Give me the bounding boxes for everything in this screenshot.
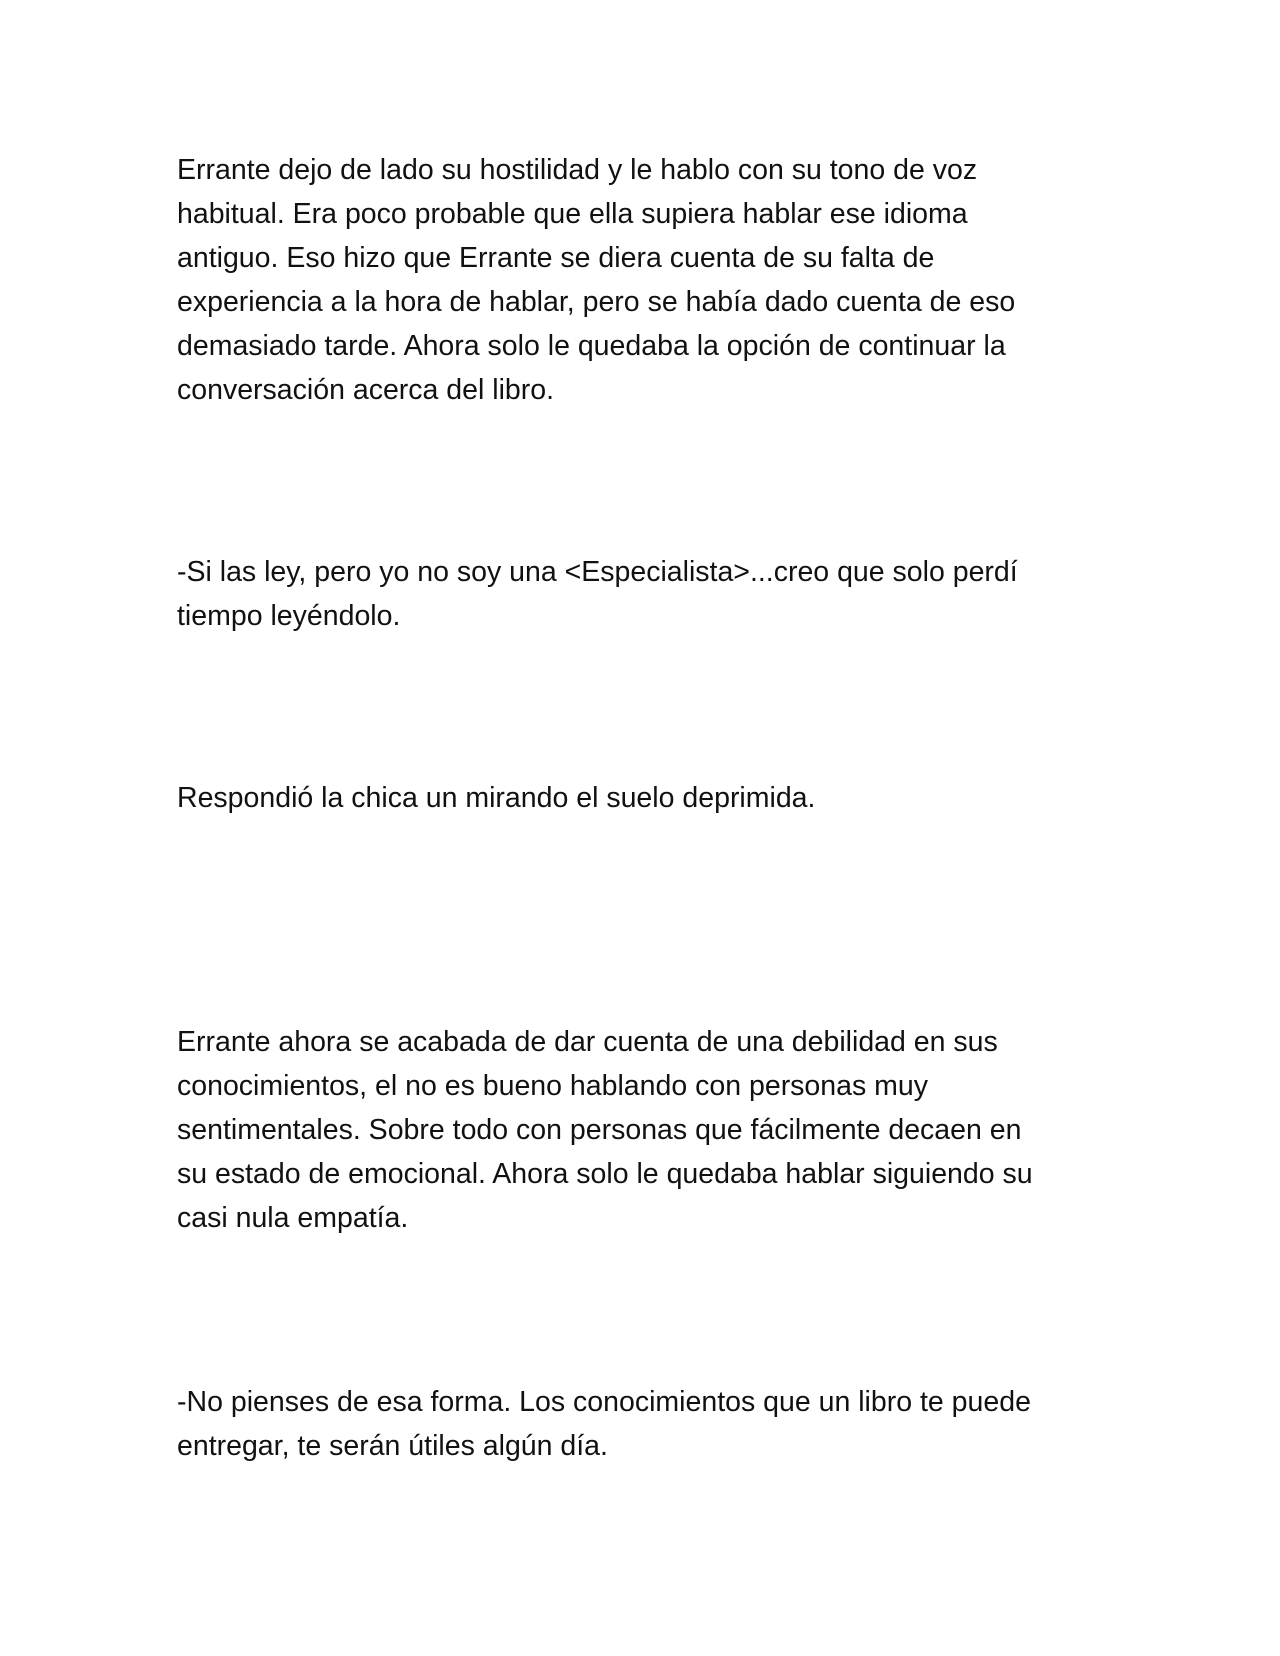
paragraph-narration-2: Respondió la chica un mirando el suelo deprimida.: [177, 782, 816, 814]
paragraph-dialogue-1: -Si las ley, pero yo no soy una <Especialista>...creo que solo perdí tiempo leyéndolo.: [177, 556, 1018, 632]
paragraph-narration-3: Errante ahora se acabada de dar cuenta de una debilidad en sus conocimientos, el no es bueno hablando con personas muy sentimentales. Sobre todo con personas que fácilmente decaen en su estado de emocional. Ahora solo le quedaba hablar siguiendo su casi nula empatía.: [177, 1026, 1033, 1234]
paragraph-dialogue-2: -No pienses de esa forma. Los conocimientos que un libro te puede entregar, te serán útiles algún día.: [177, 1386, 1031, 1462]
paragraph-narration-1: Errante dejo de lado su hostilidad y le hablo con su tono de voz habitual. Era poco probable que ella supiera hablar ese idioma antiguo. Eso hizo que Errante se diera cuenta de su falta de experiencia a la hora de hablar, pero se había dado cuenta de eso demasiado tarde. Ahora solo le quedaba la opción de continuar la conversación acerca del libro.: [177, 154, 1016, 406]
